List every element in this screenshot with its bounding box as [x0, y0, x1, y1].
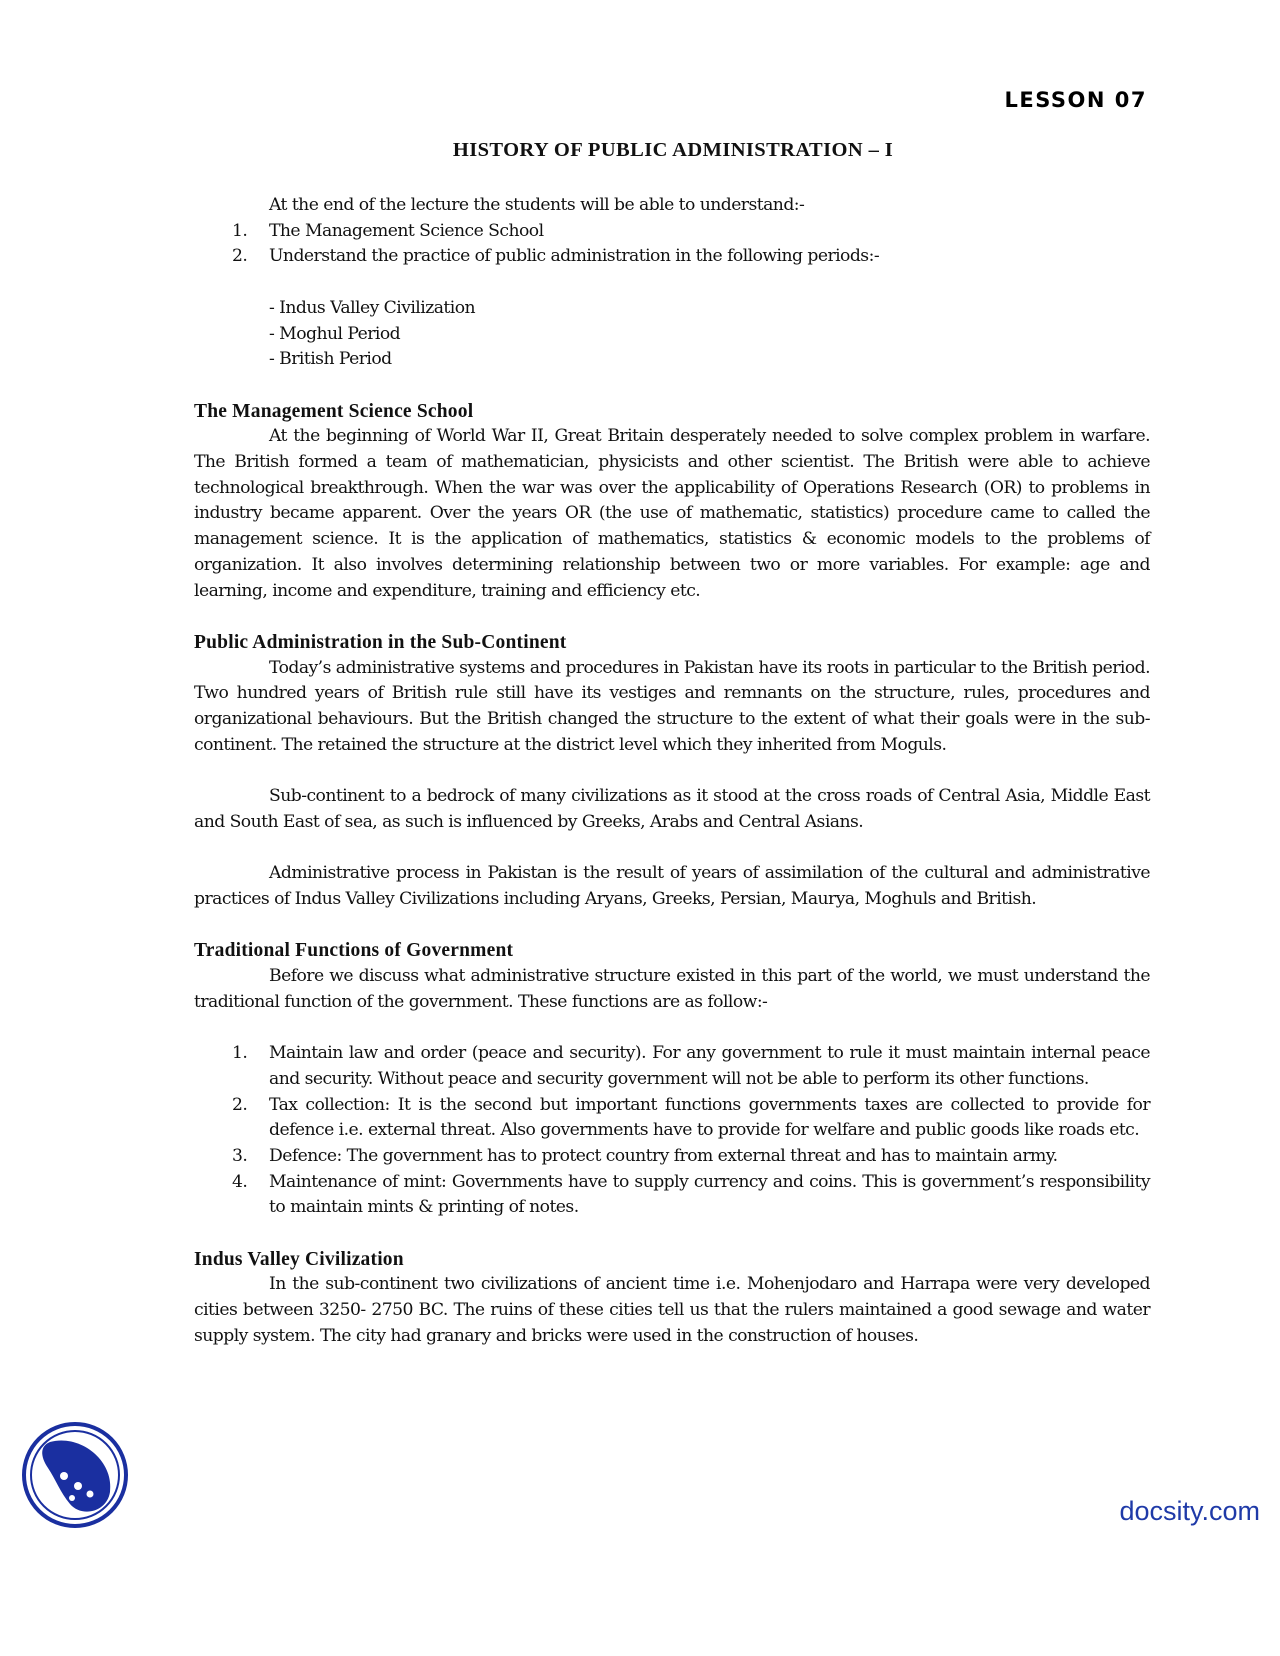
list-number: 3.	[232, 1145, 248, 1166]
paragraph: Administrative process in Pakistan is the result of years of assimilation of the cultural and administrative practices of Indus Valley Civilizations including Aryans, Greeks, Persian, Maurya, Moghuls and British.	[194, 863, 1150, 909]
spacer	[194, 1015, 1150, 1041]
period-item: - British Period	[269, 349, 392, 370]
spacer	[194, 270, 1150, 296]
list-text: The Management Science School	[269, 220, 544, 241]
page-title: HISTORY OF PUBLIC ADMINISTRATION – I	[452, 139, 894, 161]
list-number: 1.	[232, 1043, 248, 1064]
list-item	[194, 244, 1150, 270]
section-heading-indus: Indus Valley Civilization	[194, 1248, 404, 1270]
spacer	[194, 758, 1150, 784]
list-item	[194, 1170, 1150, 1221]
document-body	[194, 193, 1150, 1350]
spacer	[194, 836, 1150, 862]
spacer	[194, 1221, 1150, 1247]
section-heading-traditional: Traditional Functions of Government	[194, 940, 514, 962]
list-text: Defence: The government has to protect country from external threat and has to maintain army.	[269, 1145, 1058, 1166]
list-item	[194, 1093, 1150, 1144]
list-number: 4.	[232, 1171, 248, 1192]
paragraph: At the beginning of World War II, Great Britain desperately needed to solve complex problem in warfare. The British formed a team of mathematician, physicists and other scientist. The British were able to achieve technological breakthrough. When the war was over the applicability of Operations Research (OR) to problems in industry became apparent. Over the years OR (the use of mathematic, statistics) procedure came to called the management science. It is the application of mathematics, statistics & economic models to the problems of organization. It also involves determining relationship between two or more variables. For example: age and learning, income and expenditure, training and efficiency etc.	[194, 426, 1150, 601]
list-text: Understand the practice of public administration in the following periods:-	[269, 246, 880, 267]
paragraph: Sub-continent to a bedrock of many civilizations as it stood at the cross roads of Central Asia, Middle East and South East of sea, as such is influenced by Greeks, Arabs and Central Asians.	[194, 786, 1150, 832]
section-heading-subcontinent: Public Administration in the Sub-Continent	[194, 631, 567, 653]
list-item	[194, 219, 1150, 245]
lesson-number: LESSON 07	[1004, 88, 1147, 112]
list-item	[194, 1144, 1150, 1170]
list-number: 2.	[232, 246, 248, 267]
spacer	[194, 373, 1150, 399]
intro-lead: At the end of the lecture the students will be able to understand:-	[269, 195, 805, 215]
section-heading-management: The Management Science School	[194, 400, 474, 422]
paragraph: In the sub-continent two civilizations of ancient time i.e. Mohenjodaro and Harrapa were very developed cities between 3250- 2750 BC. The ruins of these cities tell us that the rulers maintained a good sewage and water supply system. The city had granary and bricks were used in the construction of houses.	[194, 1274, 1150, 1346]
spacer	[194, 913, 1150, 939]
paragraph: Before we discuss what administrative structure existed in this part of the world, we must understand the traditional function of the government. These functions are as follow:-	[194, 966, 1150, 1012]
docsity-logo-icon[interactable]	[20, 1420, 130, 1530]
brand-link[interactable]: docsity.com	[1119, 1496, 1260, 1526]
list-number: 1.	[232, 220, 248, 241]
list-text: Tax collection: It is the second but important functions governments taxes are collected to provide for defence i.e. external threat. Also governments have to provide for welfare and public goods like roads etc.	[269, 1094, 1150, 1141]
functions-list	[194, 1041, 1150, 1221]
paragraph: Today’s administrative systems and procedures in Pakistan have its roots in particular to the British period. Two hundred years of British rule still have its vestiges and remnants on the structure, rules, procedures and organizational behaviours. But the British changed the structure to the extent of what their goals were in the sub-continent. The retained the structure at the district level which they inherited from Moguls.	[194, 657, 1150, 755]
list-number: 2.	[232, 1094, 248, 1115]
list-text: Maintain law and order (peace and security). For any government to rule it must maintain internal peace and security. Without peace and security government will not be able to perform its other functions.	[269, 1043, 1150, 1089]
period-item: - Indus Valley Civilization	[269, 297, 476, 318]
spacer	[194, 604, 1150, 630]
objectives-list	[194, 219, 1150, 270]
list-item	[194, 1041, 1150, 1092]
period-item: - Moghul Period	[269, 323, 401, 344]
list-text: Maintenance of mint: Governments have to supply currency and coins. This is government’s responsibility to maintain mints & printing of notes.	[269, 1171, 1150, 1218]
periods-list	[194, 296, 1150, 373]
